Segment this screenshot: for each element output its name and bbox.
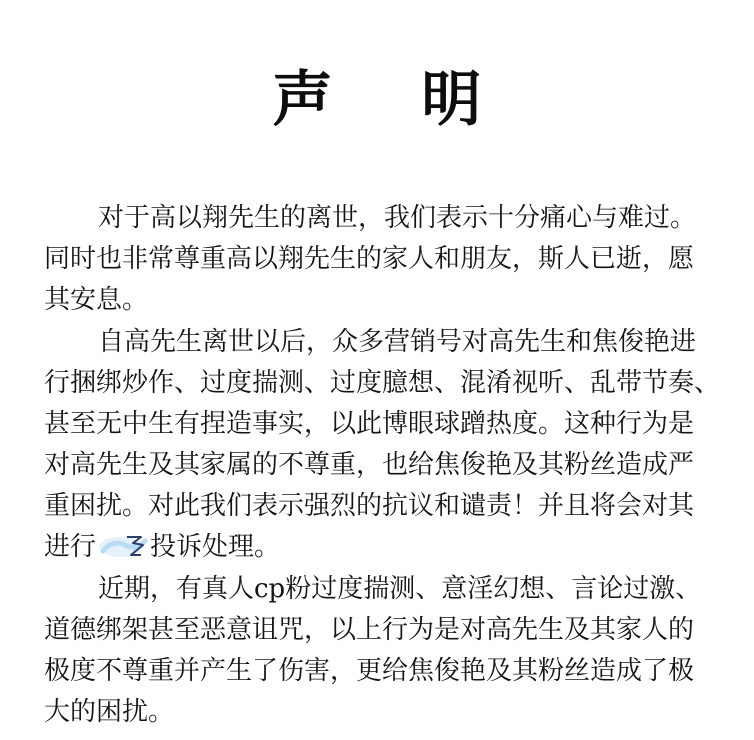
document-title: 声 明 [272, 65, 516, 135]
paragraph-2-line-4: 对高先生及其家属的不尊重，也给焦俊艳及其粉丝造成严 [44, 450, 695, 480]
paragraph-2-line-6 [44, 525, 280, 569]
paragraph-3-line-3: 极度不尊重并产生了伤害，更给焦俊艳及其粉丝造成了极 [44, 656, 695, 686]
paragraph-2-line-1: 自高先生离世以后，众多营销号对高先生和焦俊艳进 [98, 327, 697, 357]
redaction-mark [97, 533, 149, 559]
paragraph-3-line-1: 近期，有真人cp粉过度揣测、意淫幻想、言论过激、 [98, 574, 702, 604]
paragraph-1-line-1: 对于高以翔先生的离世，我们表示十分痛心与难过。 [98, 203, 697, 233]
paragraph-1-line-3: 其安息。 [44, 285, 149, 315]
paragraph-2-line-6-start: 进行 [44, 532, 97, 562]
paragraph-2-line-5: 重困扰。对此我们表示强烈的抗议和谴责！并且将会对其 [44, 491, 695, 521]
paragraph-3-line-4: 大的困扰。 [44, 697, 175, 727]
paragraph-2-line-2: 行捆绑炒作、过度揣测、过度臆想、混淆视听、乱带节奏、 [44, 368, 721, 398]
paragraph-1-line-2: 同时也非常尊重高以翔先生的家人和朋友，斯人已逝，愿 [44, 244, 695, 274]
paragraph-2-line-6-end: 投诉处理。 [150, 532, 281, 562]
paragraph-3-line-2: 道德绑架甚至恶意诅咒，以上行为是对高先生及其家人的 [44, 615, 695, 645]
paragraph-2-line-3: 甚至无中生有捏造事实，以此博眼球蹭热度。这种行为是 [44, 409, 695, 439]
